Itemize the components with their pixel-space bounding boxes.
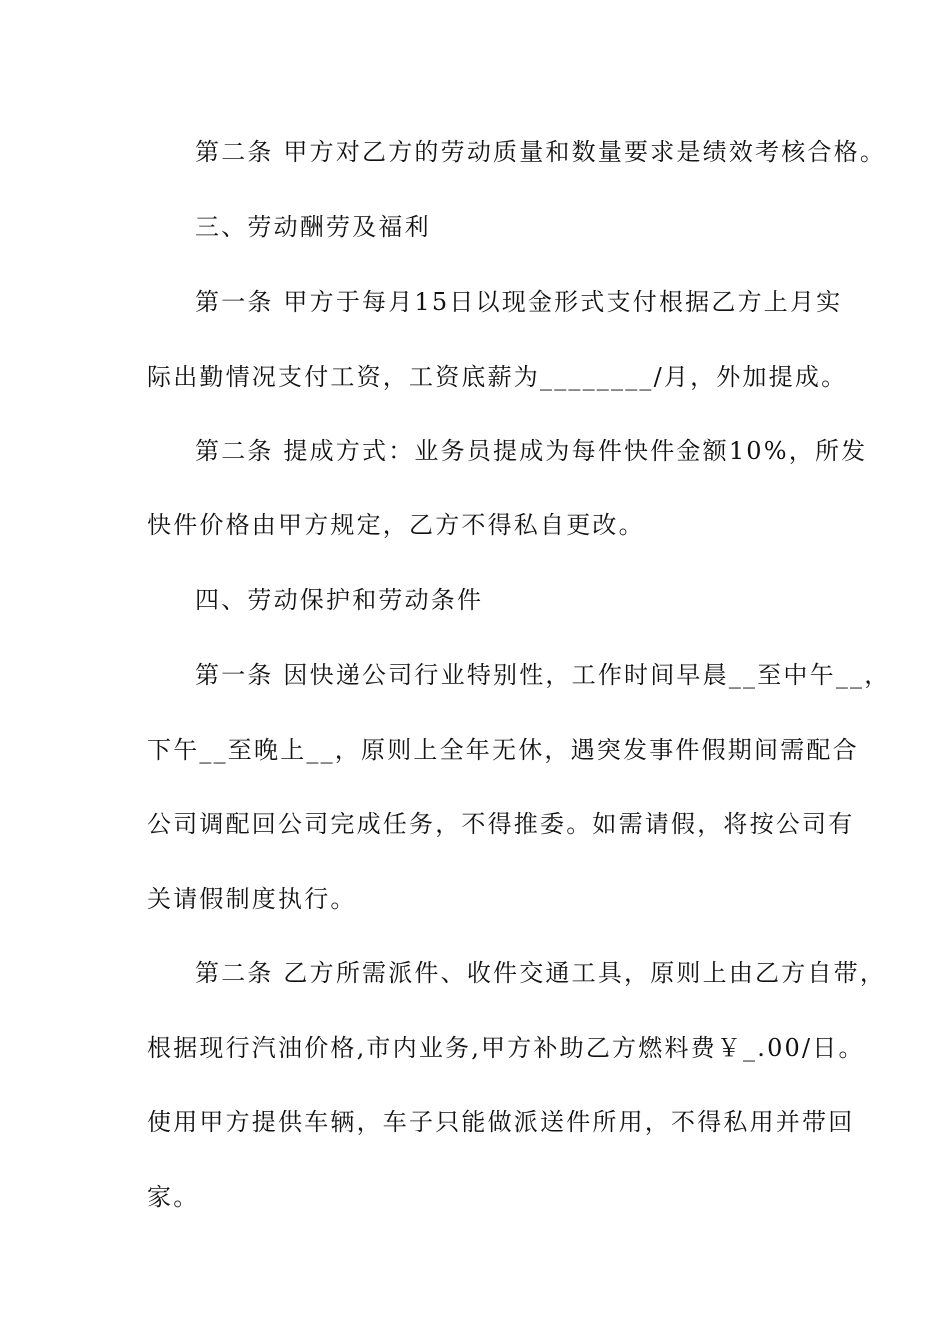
section-4-heading: 四、劳动保护和劳动条件 [195,586,484,614]
article-2-transport-line-4: 家。 [147,1183,200,1211]
article-2-transport-line-1: 第二条 乙方所需派件、收件交通工具，原则上由乙方自带， [195,959,887,987]
article-1-hours-line-1: 第一条 因快递公司行业特别性，工作时间早晨__至中午__， [195,661,891,689]
article-1-salary-line-1: 第一条 甲方于每月15日以现金形式支付根据乙方上月实 [195,288,843,316]
article-2-commission-line-1: 第二条 提成方式：业务员提成为每件快件金额10%，所发 [195,437,868,465]
article-2-commission-line-2: 快件价格由甲方规定，乙方不得私自更改。 [147,511,645,539]
article-2-transport-line-2: 根据现行汽油价格,市内业务,甲方补助乙方燃料费￥_.00/日。 [147,1034,865,1062]
article-2-performance: 第二条 甲方对乙方的劳动质量和数量要求是绩效考核合格。 [195,138,887,166]
article-1-salary-line-2: 际出勤情况支付工资，工资底薪为________/月，外加提成。 [147,363,848,391]
article-1-hours-line-2: 下午__至晚上__，原则上全年无休，遇突发事件假期间需配合 [147,736,859,764]
section-3-heading: 三、劳动酬劳及福利 [195,213,431,241]
article-1-hours-line-3: 公司调配回公司完成任务，不得推委。如需请假，将按公司有 [147,810,855,838]
article-1-hours-line-4: 关请假制度执行。 [147,885,357,913]
article-2-transport-line-3: 使用甲方提供车辆，车子只能做派送件所用，不得私用并带回 [147,1108,855,1136]
